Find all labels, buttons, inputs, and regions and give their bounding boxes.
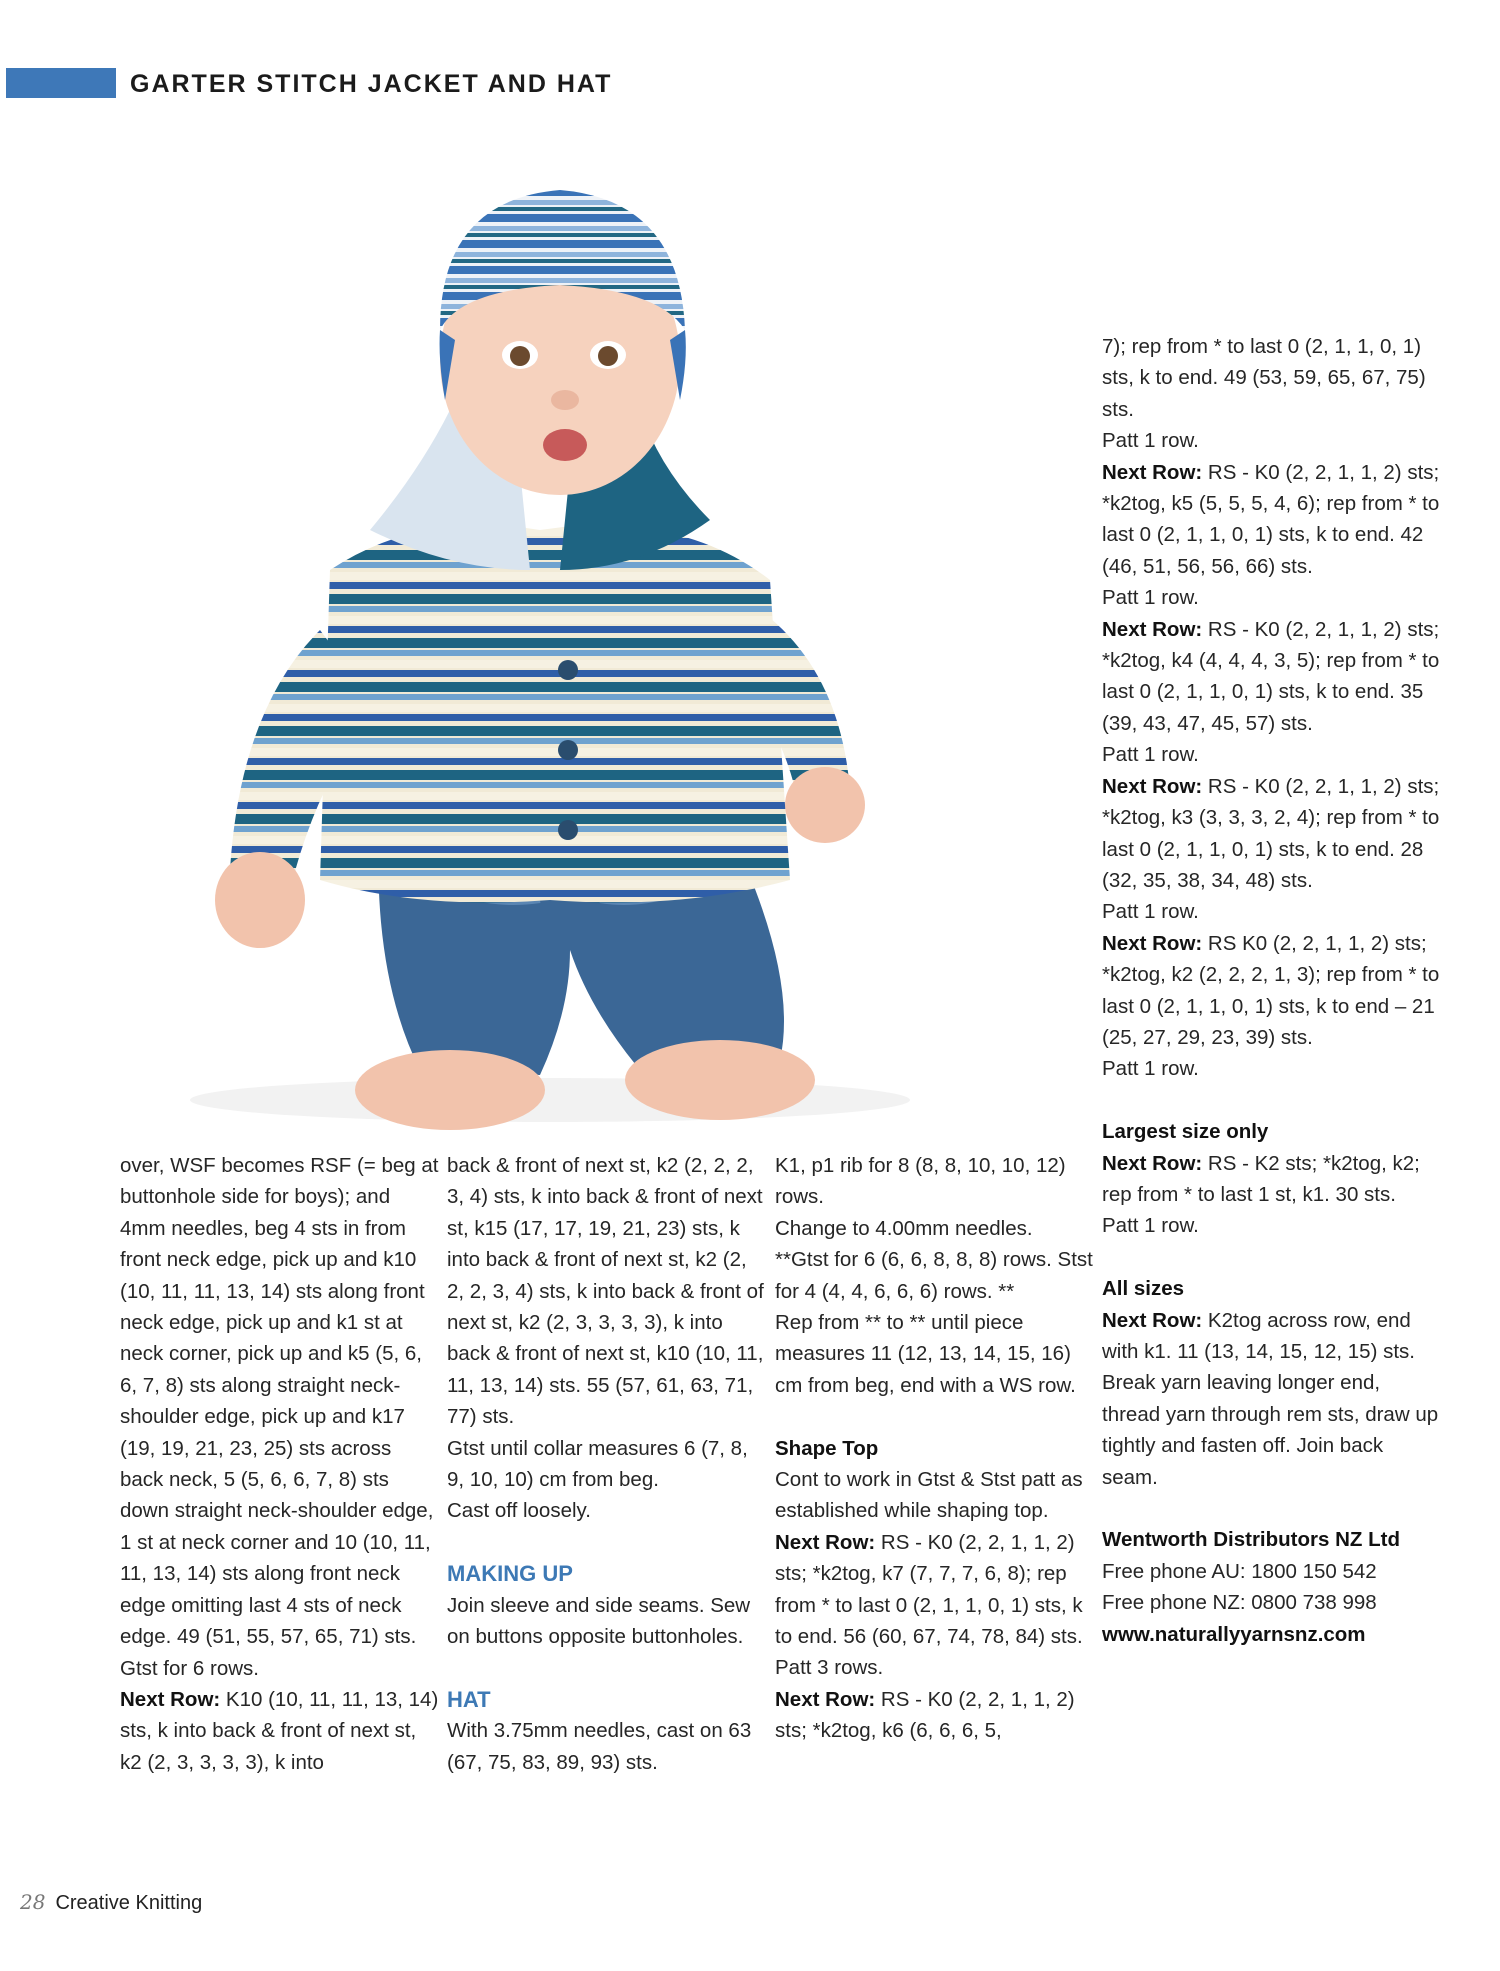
page-footer <box>20 1890 202 1915</box>
paragraph: K1, p1 rib for 8 (8, 8, 10, 10, 12) rows. <box>775 1154 1066 1209</box>
subheading-largest-size: Largest size only <box>1102 1120 1269 1144</box>
next-row-label: Next Row: <box>1102 1308 1203 1332</box>
paragraph: Join sleeve and side seams. Sew on buttons opposite buttonholes. <box>447 1593 751 1649</box>
next-row-label: Next Row: <box>1102 460 1203 484</box>
paragraph: Patt 1 row. <box>1102 1057 1199 1081</box>
page-number: 28 <box>20 1890 46 1914</box>
paragraph: over, WSF becomes RSF (= beg at buttonhole side for boys); and 4mm needles, beg 4 sts in from front neck edge, pick up and k10 (10, 11, 11, 13, 14) sts along front neck edge, pick up and k1 st at neck corner, pick up and k5 (5, 6, 6, 7, 8) sts along straight neck-shoulder edge, pick up and k17 (19, 19, 21, 23, 25) sts across back neck, 5 (5, 6, 6, 7, 8) sts down straight neck-shoulder edge, 1 st at neck corner and 10 (10, 11, 11, 13, 14) sts along front neck edge omitting last 4 sts of neck edge. 49 (51, 55, 57, 65, 71) sts. <box>120 1154 439 1649</box>
magazine-name: Creative Knitting <box>55 1892 203 1914</box>
header-accent-bar <box>6 68 116 98</box>
instruction-row <box>1102 457 1442 583</box>
paragraph: Break yarn leaving longer end, thread yarn through rem sts, draw up tightly and fasten off. Join back seam. <box>1102 1371 1439 1489</box>
subheading-all-sizes: All sizes <box>1102 1277 1185 1301</box>
paragraph: Patt 1 row. <box>1102 1214 1199 1238</box>
instruction-row <box>775 1684 1095 1747</box>
next-row-text: RS - K0 (2, 2, 1, 1, 2) sts; *k2tog, k5 (5, 5, 5, 4, 6); rep from * to last 0 (2, 1, 1, 0, 1) sts, k to end. 42 (46, 51, 56, 56, 66) sts. <box>1102 460 1440 578</box>
next-row-text: K2tog across row, end with k1. 11 (13, 14, 15, 12, 15) sts. <box>1102 1308 1415 1363</box>
website-link[interactable]: www.naturallyyarnsnz.com <box>1102 1622 1366 1646</box>
next-row-label: Next Row: <box>120 1687 221 1711</box>
text-column-2 <box>447 1150 767 1778</box>
paragraph: Cast off loosely. <box>447 1499 591 1523</box>
paragraph: Patt 1 row. <box>1102 586 1199 610</box>
paragraph: 7); rep from * to last 0 (2, 1, 1, 0, 1) sts, k to end. 49 (53, 59, 65, 67, 75) sts. <box>1102 335 1426 421</box>
next-row-label: Next Row: <box>1102 617 1203 641</box>
section-heading-making-up: MAKING UP <box>447 1561 573 1587</box>
instruction-row <box>1102 771 1442 897</box>
subheading-shape-top: Shape Top <box>775 1436 879 1460</box>
instruction-row <box>120 1684 440 1778</box>
phone-nz: Free phone NZ: 0800 738 998 <box>1102 1591 1377 1615</box>
distributor-name: Wentworth Distributors NZ Ltd <box>1102 1528 1400 1552</box>
baby-photo <box>120 110 940 1130</box>
next-row-text: RS - K0 (2, 2, 1, 1, 2) sts; *k2tog, k3 (3, 3, 3, 2, 4); rep from * to last 0 (2, 1, 1, 0, 1) sts, k to end. 28 (32, 35, 38, 34, 48) sts. <box>1102 774 1440 892</box>
next-row-label: Next Row: <box>1102 774 1203 798</box>
instruction-row <box>775 1527 1095 1653</box>
paragraph: Gtst for 6 rows. <box>120 1656 259 1680</box>
next-row-text: RS - K2 sts; *k2tog, k2; rep from * to last 1 st, k1. 30 sts. <box>1102 1151 1420 1206</box>
next-row-label: Next Row: <box>1102 931 1203 955</box>
text-column-4 <box>1102 331 1442 1650</box>
next-row-text: RS - K0 (2, 2, 1, 1, 2) sts; *k2tog, k6 (6, 6, 6, 5, <box>775 1687 1075 1743</box>
paragraph: Patt 1 row. <box>1102 429 1199 453</box>
instruction-row <box>1102 1305 1442 1368</box>
next-row-label: Next Row: <box>1102 1151 1203 1175</box>
text-column-3 <box>775 1150 1095 1747</box>
paragraph: Gtst until collar measures 6 (7, 8, 9, 10, 10) cm from beg. <box>447 1436 748 1492</box>
instruction-row <box>1102 928 1442 1054</box>
next-row-label: Next Row: <box>775 1530 876 1554</box>
instruction-row <box>1102 1148 1442 1211</box>
paragraph: Patt 1 row. <box>1102 743 1199 767</box>
instruction-row <box>1102 614 1442 740</box>
next-row-text: K10 (10, 11, 11, 13, 14) sts, k into back & front of next st, k2 (2, 3, 3, 3, 3), k into <box>120 1687 439 1774</box>
next-row-text: RS - K0 (2, 2, 1, 1, 2) sts; *k2tog, k7 (7, 7, 7, 6, 8); rep from * to last 0 (2, 1, 1, 0, 1) sts, k to end. 56 (60, 67, 74, 78, 84) sts. <box>775 1530 1083 1649</box>
paragraph: Patt 1 row. <box>1102 900 1199 924</box>
next-row-text: RS K0 (2, 2, 1, 1, 2) sts; *k2tog, k2 (2, 2, 2, 1, 3); rep from * to last 0 (2, 1, 1, 0, 1) sts, k to end – 21 (25, 27, 29, 23, 39) sts. <box>1102 931 1440 1049</box>
paragraph: Change to 4.00mm needles. <box>775 1216 1033 1240</box>
phone-au: Free phone AU: 1800 150 542 <box>1102 1559 1377 1583</box>
page-title: GARTER STITCH JACKET AND HAT <box>130 70 613 98</box>
text-column-1 <box>120 1150 440 1778</box>
paragraph: back & front of next st, k2 (2, 2, 2, 3, 4) sts, k into back & front of next st, k15 (17, 17, 19, 21, 23) sts, k into back & front of next st, k2 (2, 2, 2, 3, 4) sts, k into back & front of next st, k2 (2, 3, 3, 3, 3), k into back & front of next st, k10 (10, 11, 11, 13, 14) sts. 55 (57, 61, 63, 71, 77) sts. <box>447 1154 764 1429</box>
paragraph: With 3.75mm needles, cast on 63 (67, 75, 83, 89, 93) sts. <box>447 1719 752 1774</box>
section-heading-hat: HAT <box>447 1686 491 1712</box>
paragraph: Patt 3 rows. <box>775 1656 884 1680</box>
paragraph: Cont to work in Gtst & Stst patt as established while shaping top. <box>775 1468 1083 1523</box>
next-row-label: Next Row: <box>775 1687 876 1711</box>
paragraph: **Gtst for 6 (6, 6, 8, 8, 8) rows. Stst for 4 (4, 4, 6, 6, 6) rows. ** <box>775 1248 1093 1303</box>
next-row-text: RS - K0 (2, 2, 1, 1, 2) sts; *k2tog, k4 (4, 4, 4, 3, 5); rep from * to last 0 (2, 1, 1, 0, 1) sts, k to end. 35 (39, 43, 47, 45, 57) sts. <box>1102 617 1440 735</box>
paragraph: Rep from ** to ** until piece measures 11 (12, 13, 14, 15, 16) cm from beg, end with a WS row. <box>775 1311 1076 1397</box>
